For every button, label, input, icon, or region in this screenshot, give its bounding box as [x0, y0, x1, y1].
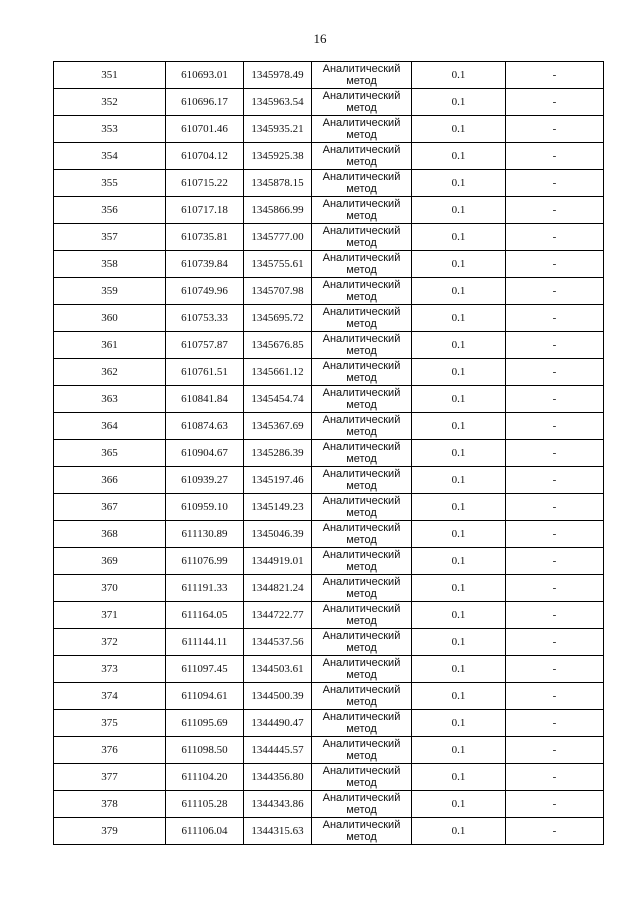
accuracy-cell: 0.1 [412, 143, 506, 170]
y-coordinate-cell: 1345197.46 [244, 467, 312, 494]
x-coordinate-cell: 610739.84 [166, 251, 244, 278]
x-coordinate-cell: 610841.84 [166, 386, 244, 413]
note-cell: - [506, 521, 604, 548]
x-coordinate-cell: 610757.87 [166, 332, 244, 359]
point-number-cell: 378 [54, 791, 166, 818]
table-row [54, 197, 604, 224]
method-cell: Аналитический метод [312, 467, 412, 494]
x-coordinate-cell: 611104.20 [166, 764, 244, 791]
table-row [54, 764, 604, 791]
point-number-cell: 370 [54, 575, 166, 602]
note-cell: - [506, 548, 604, 575]
y-coordinate-cell: 1345367.69 [244, 413, 312, 440]
accuracy-cell: 0.1 [412, 494, 506, 521]
accuracy-cell: 0.1 [412, 440, 506, 467]
x-coordinate-cell: 610715.22 [166, 170, 244, 197]
point-number-cell: 379 [54, 818, 166, 845]
note-cell: - [506, 710, 604, 737]
x-coordinate-cell: 610693.01 [166, 62, 244, 89]
point-number-cell: 351 [54, 62, 166, 89]
note-cell: - [506, 656, 604, 683]
accuracy-cell: 0.1 [412, 359, 506, 386]
y-coordinate-cell: 1344490.47 [244, 710, 312, 737]
x-coordinate-cell: 610874.63 [166, 413, 244, 440]
point-number-cell: 362 [54, 359, 166, 386]
method-cell: Аналитический метод [312, 413, 412, 440]
point-number-cell: 367 [54, 494, 166, 521]
point-number-cell: 359 [54, 278, 166, 305]
method-cell: Аналитический метод [312, 116, 412, 143]
note-cell: - [506, 332, 604, 359]
table-row [54, 170, 604, 197]
table-row [54, 656, 604, 683]
point-number-cell: 371 [54, 602, 166, 629]
accuracy-cell: 0.1 [412, 818, 506, 845]
accuracy-cell: 0.1 [412, 683, 506, 710]
x-coordinate-cell: 611076.99 [166, 548, 244, 575]
accuracy-cell: 0.1 [412, 89, 506, 116]
point-number-cell: 357 [54, 224, 166, 251]
y-coordinate-cell: 1345046.39 [244, 521, 312, 548]
y-coordinate-cell: 1344343.86 [244, 791, 312, 818]
table-row [54, 143, 604, 170]
point-number-cell: 358 [54, 251, 166, 278]
accuracy-cell: 0.1 [412, 278, 506, 305]
y-coordinate-cell: 1344722.77 [244, 602, 312, 629]
point-number-cell: 360 [54, 305, 166, 332]
method-cell: Аналитический метод [312, 791, 412, 818]
table-row [54, 521, 604, 548]
method-cell: Аналитический метод [312, 494, 412, 521]
x-coordinate-cell: 610761.51 [166, 359, 244, 386]
note-cell: - [506, 575, 604, 602]
table-row [54, 575, 604, 602]
point-number-cell: 376 [54, 737, 166, 764]
y-coordinate-cell: 1344919.01 [244, 548, 312, 575]
table-row [54, 62, 604, 89]
y-coordinate-cell: 1344315.63 [244, 818, 312, 845]
y-coordinate-cell: 1345925.38 [244, 143, 312, 170]
note-cell: - [506, 62, 604, 89]
point-number-cell: 372 [54, 629, 166, 656]
note-cell: - [506, 359, 604, 386]
y-coordinate-cell: 1345149.23 [244, 494, 312, 521]
y-coordinate-cell: 1345978.49 [244, 62, 312, 89]
x-coordinate-cell: 611097.45 [166, 656, 244, 683]
method-cell: Аналитический метод [312, 521, 412, 548]
accuracy-cell: 0.1 [412, 548, 506, 575]
accuracy-cell: 0.1 [412, 575, 506, 602]
accuracy-cell: 0.1 [412, 332, 506, 359]
y-coordinate-cell: 1345454.74 [244, 386, 312, 413]
y-coordinate-cell: 1344445.57 [244, 737, 312, 764]
accuracy-cell: 0.1 [412, 764, 506, 791]
note-cell: - [506, 440, 604, 467]
x-coordinate-cell: 610753.33 [166, 305, 244, 332]
table-row [54, 791, 604, 818]
note-cell: - [506, 818, 604, 845]
accuracy-cell: 0.1 [412, 629, 506, 656]
point-number-cell: 369 [54, 548, 166, 575]
accuracy-cell: 0.1 [412, 737, 506, 764]
table-row [54, 683, 604, 710]
accuracy-cell: 0.1 [412, 710, 506, 737]
accuracy-cell: 0.1 [412, 224, 506, 251]
note-cell: - [506, 413, 604, 440]
table-row [54, 116, 604, 143]
x-coordinate-cell: 610717.18 [166, 197, 244, 224]
y-coordinate-cell: 1345935.21 [244, 116, 312, 143]
x-coordinate-cell: 611095.69 [166, 710, 244, 737]
accuracy-cell: 0.1 [412, 251, 506, 278]
x-coordinate-cell: 610904.67 [166, 440, 244, 467]
note-cell: - [506, 386, 604, 413]
method-cell: Аналитический метод [312, 548, 412, 575]
note-cell: - [506, 683, 604, 710]
note-cell: - [506, 791, 604, 818]
table-row [54, 494, 604, 521]
y-coordinate-cell: 1345707.98 [244, 278, 312, 305]
x-coordinate-cell: 610939.27 [166, 467, 244, 494]
method-cell: Аналитический метод [312, 224, 412, 251]
point-number-cell: 356 [54, 197, 166, 224]
accuracy-cell: 0.1 [412, 386, 506, 413]
table-row [54, 278, 604, 305]
method-cell: Аналитический метод [312, 818, 412, 845]
x-coordinate-cell: 610701.46 [166, 116, 244, 143]
x-coordinate-cell: 611106.04 [166, 818, 244, 845]
y-coordinate-cell: 1344821.24 [244, 575, 312, 602]
x-coordinate-cell: 610749.96 [166, 278, 244, 305]
method-cell: Аналитический метод [312, 359, 412, 386]
method-cell: Аналитический метод [312, 629, 412, 656]
method-cell: Аналитический метод [312, 656, 412, 683]
coordinates-table-body [54, 62, 604, 845]
point-number-cell: 354 [54, 143, 166, 170]
y-coordinate-cell: 1345866.99 [244, 197, 312, 224]
x-coordinate-cell: 610959.10 [166, 494, 244, 521]
x-coordinate-cell: 610704.12 [166, 143, 244, 170]
note-cell: - [506, 764, 604, 791]
accuracy-cell: 0.1 [412, 602, 506, 629]
y-coordinate-cell: 1345695.72 [244, 305, 312, 332]
point-number-cell: 377 [54, 764, 166, 791]
y-coordinate-cell: 1345755.61 [244, 251, 312, 278]
y-coordinate-cell: 1345963.54 [244, 89, 312, 116]
point-number-cell: 353 [54, 116, 166, 143]
method-cell: Аналитический метод [312, 170, 412, 197]
method-cell: Аналитический метод [312, 737, 412, 764]
accuracy-cell: 0.1 [412, 656, 506, 683]
y-coordinate-cell: 1344500.39 [244, 683, 312, 710]
note-cell: - [506, 305, 604, 332]
method-cell: Аналитический метод [312, 143, 412, 170]
table-row [54, 251, 604, 278]
method-cell: Аналитический метод [312, 575, 412, 602]
accuracy-cell: 0.1 [412, 521, 506, 548]
note-cell: - [506, 224, 604, 251]
accuracy-cell: 0.1 [412, 467, 506, 494]
table-row [54, 467, 604, 494]
accuracy-cell: 0.1 [412, 170, 506, 197]
x-coordinate-cell: 611164.05 [166, 602, 244, 629]
x-coordinate-cell: 611144.11 [166, 629, 244, 656]
table-row [54, 440, 604, 467]
point-number-cell: 355 [54, 170, 166, 197]
table-row [54, 89, 604, 116]
table-row [54, 602, 604, 629]
note-cell: - [506, 602, 604, 629]
point-number-cell: 352 [54, 89, 166, 116]
table-row [54, 332, 604, 359]
point-number-cell: 361 [54, 332, 166, 359]
method-cell: Аналитический метод [312, 386, 412, 413]
point-number-cell: 365 [54, 440, 166, 467]
table-row [54, 710, 604, 737]
x-coordinate-cell: 611191.33 [166, 575, 244, 602]
table-row [54, 413, 604, 440]
coordinates-table [53, 61, 604, 845]
point-number-cell: 363 [54, 386, 166, 413]
page-number: 16 [313, 31, 327, 46]
table-row [54, 818, 604, 845]
table-row [54, 548, 604, 575]
note-cell: - [506, 278, 604, 305]
y-coordinate-cell: 1345661.12 [244, 359, 312, 386]
y-coordinate-cell: 1345286.39 [244, 440, 312, 467]
accuracy-cell: 0.1 [412, 305, 506, 332]
y-coordinate-cell: 1344356.80 [244, 764, 312, 791]
point-number-cell: 373 [54, 656, 166, 683]
y-coordinate-cell: 1345676.85 [244, 332, 312, 359]
table-row [54, 386, 604, 413]
method-cell: Аналитический метод [312, 62, 412, 89]
note-cell: - [506, 116, 604, 143]
point-number-cell: 375 [54, 710, 166, 737]
note-cell: - [506, 629, 604, 656]
note-cell: - [506, 143, 604, 170]
table-row [54, 224, 604, 251]
method-cell: Аналитический метод [312, 602, 412, 629]
table-row [54, 629, 604, 656]
x-coordinate-cell: 610735.81 [166, 224, 244, 251]
method-cell: Аналитический метод [312, 251, 412, 278]
note-cell: - [506, 494, 604, 521]
method-cell: Аналитический метод [312, 683, 412, 710]
y-coordinate-cell: 1345777.00 [244, 224, 312, 251]
note-cell: - [506, 251, 604, 278]
table-row [54, 305, 604, 332]
method-cell: Аналитический метод [312, 278, 412, 305]
y-coordinate-cell: 1344537.56 [244, 629, 312, 656]
method-cell: Аналитический метод [312, 440, 412, 467]
point-number-cell: 366 [54, 467, 166, 494]
x-coordinate-cell: 611098.50 [166, 737, 244, 764]
x-coordinate-cell: 611094.61 [166, 683, 244, 710]
method-cell: Аналитический метод [312, 89, 412, 116]
method-cell: Аналитический метод [312, 764, 412, 791]
point-number-cell: 368 [54, 521, 166, 548]
note-cell: - [506, 89, 604, 116]
accuracy-cell: 0.1 [412, 116, 506, 143]
method-cell: Аналитический метод [312, 197, 412, 224]
y-coordinate-cell: 1344503.61 [244, 656, 312, 683]
point-number-cell: 374 [54, 683, 166, 710]
accuracy-cell: 0.1 [412, 413, 506, 440]
table-row [54, 737, 604, 764]
accuracy-cell: 0.1 [412, 197, 506, 224]
x-coordinate-cell: 610696.17 [166, 89, 244, 116]
method-cell: Аналитический метод [312, 710, 412, 737]
x-coordinate-cell: 611130.89 [166, 521, 244, 548]
point-number-cell: 364 [54, 413, 166, 440]
note-cell: - [506, 170, 604, 197]
note-cell: - [506, 467, 604, 494]
note-cell: - [506, 197, 604, 224]
method-cell: Аналитический метод [312, 332, 412, 359]
x-coordinate-cell: 611105.28 [166, 791, 244, 818]
y-coordinate-cell: 1345878.15 [244, 170, 312, 197]
method-cell: Аналитический метод [312, 305, 412, 332]
accuracy-cell: 0.1 [412, 62, 506, 89]
note-cell: - [506, 737, 604, 764]
accuracy-cell: 0.1 [412, 791, 506, 818]
table-row [54, 359, 604, 386]
